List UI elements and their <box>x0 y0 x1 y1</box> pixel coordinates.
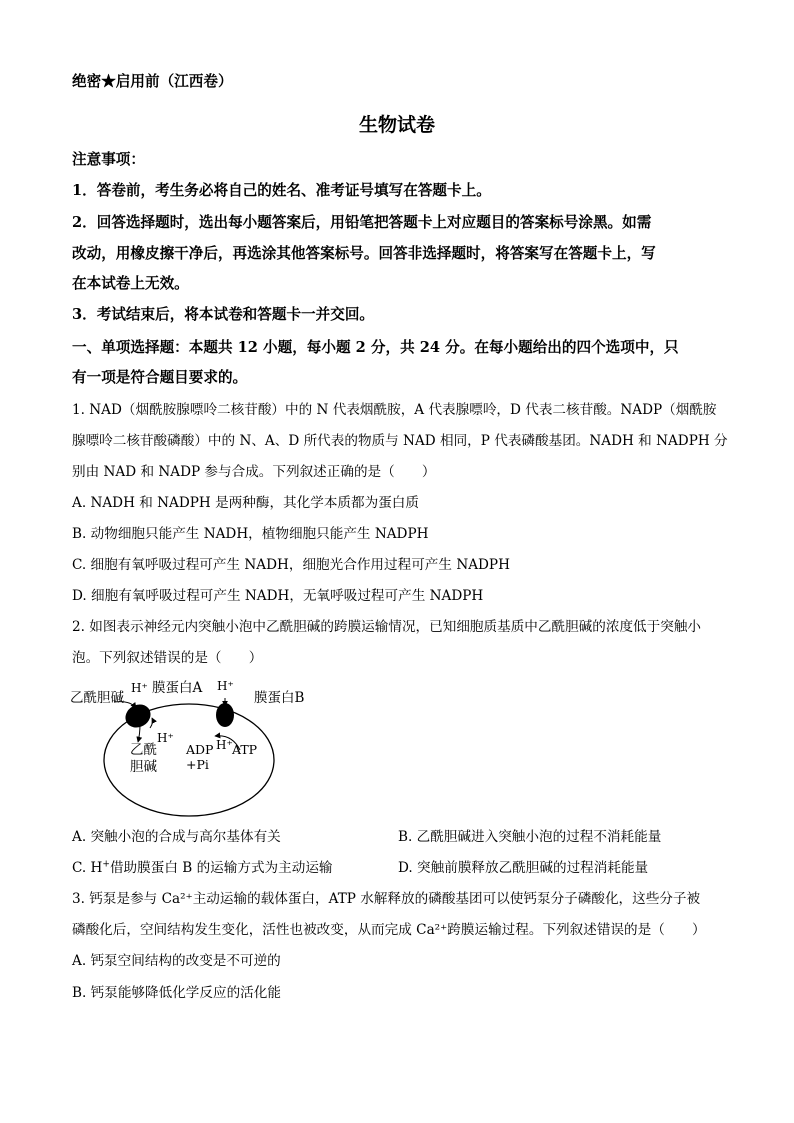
q1-stem-line-2: 腺嘌呤二核苷酸磷酸）中的 N、A、D 所代表的物质与 NAD 相同，P 代表磷酸基团。NADH 和 NADPH 分 <box>72 433 728 449</box>
label-atp: ATP <box>232 742 258 757</box>
page-title: 生物试卷 <box>358 114 435 136</box>
q3-stem-line-2: 磷酸化后，空间结构发生变化，活性也被改变，从而完成 Ca²⁺跨膜运输过程。下列叙述错误的是（ ） <box>72 922 706 938</box>
q2-stem-line-1: 2. 如图表示神经元内突触小泡中乙酰胆碱的跨膜运输情况，已知细胞质基质中乙酰胆碱的浓度低于突触小 <box>72 619 702 635</box>
label-adp: ADP <box>186 742 214 757</box>
notice-item-2-line-3: 在本试卷上无效。 <box>72 275 189 292</box>
q3-stem-line-1: 3. 钙泵是参与 Ca²⁺主动运输的载体蛋白，ATP 水解释放的磷酸基团可以使钙泵分子磷酸化，这些分子被 <box>72 891 701 907</box>
label-protein-a: 膜蛋白A <box>152 680 203 696</box>
label-h-a: H⁺ <box>131 681 148 695</box>
label-ach-outside: 乙酰胆碱 <box>70 690 124 706</box>
membrane-protein-a <box>121 700 155 732</box>
q2-option-a: A. 突触小泡的合成与高尔基体有关 <box>72 829 281 845</box>
section-heading-line-1: 一、单项选择题：本题共 12 小题，每小题 2 分，共 24 分。在每小题给出的四个选项中，只 <box>72 339 679 356</box>
label-h-b: H⁺ <box>217 679 234 693</box>
q3-option-a: A. 钙泵空间结构的改变是不可逆的 <box>72 953 281 969</box>
q1-option-b: B. 动物细胞只能产生 NADH，植物细胞只能产生 NADPH <box>72 526 429 542</box>
notice-heading: 注意事项： <box>72 151 145 168</box>
label-h-in-a: H⁺ <box>157 731 174 745</box>
q2-stem-line-2: 泡。下列叙述错误的是（ ） <box>72 650 263 666</box>
label-pi: +Pi <box>186 757 209 772</box>
q2-option-d: D. 突触前膜释放乙酰胆碱的过程消耗能量 <box>398 860 649 876</box>
q1-stem-line-3: 别由 NAD 和 NADP 参与合成。下列叙述正确的是（ ） <box>72 464 436 480</box>
q3-option-b: B. 钙泵能够降低化学反应的活化能 <box>72 985 281 1001</box>
label-ach-in-2: 胆碱 <box>130 759 157 775</box>
q1-stem-line-1: 1. NAD（烟酰胺腺嘌呤二核苷酸）中的 N 代表烟酰胺，A 代表腺嘌呤，D 代表二核苷酸。NADP（烟酰胺 <box>72 402 717 418</box>
confidential-label: 绝密★启用前（江西卷） <box>72 73 233 90</box>
notice-item-2-line-2: 改动，用橡皮擦干净后，再选涂其他答案标号。回答非选择题时，将答案写在答题卡上，写 <box>72 245 656 262</box>
q2-option-b: B. 乙酰胆碱进入突触小泡的过程不消耗能量 <box>398 829 662 845</box>
h-arrow-a <box>150 718 153 728</box>
q1-option-d: D. 细胞有氧呼吸过程可产生 NADH，无氧呼吸过程可产生 NADPH <box>72 588 484 604</box>
membrane-protein-b <box>216 703 234 727</box>
notice-item-2-line-1: 2．回答选择题时，选出每小题答案后，用铅笔把答题卡上对应题目的答案标号涂黑。如需 <box>72 214 652 231</box>
notice-item-1: 1．答卷前，考生务必将自己的姓名、准考证号填写在答题卡上。 <box>72 182 491 199</box>
label-h-in-b: H⁺ <box>216 738 233 752</box>
q1-option-c: C. 细胞有氧呼吸过程可产生 NADH，细胞光合作用过程可产生 NADPH <box>72 557 510 573</box>
vesicle-diagram <box>68 672 305 822</box>
notice-item-3: 3．考试结束后，将本试卷和答题卡一并交回。 <box>72 306 375 323</box>
q2-option-c: C. H+借助膜蛋白 B 的运输方式为主动运输 <box>72 859 333 876</box>
section-heading-line-2: 有一项是符合题目要求的。 <box>72 369 248 386</box>
q1-option-a: A. NADH 和 NADPH 是两种酶，其化学本质都为蛋白质 <box>72 495 419 511</box>
label-protein-b: 膜蛋白B <box>254 690 305 706</box>
label-ach-in-1: 乙酰 <box>130 742 157 758</box>
